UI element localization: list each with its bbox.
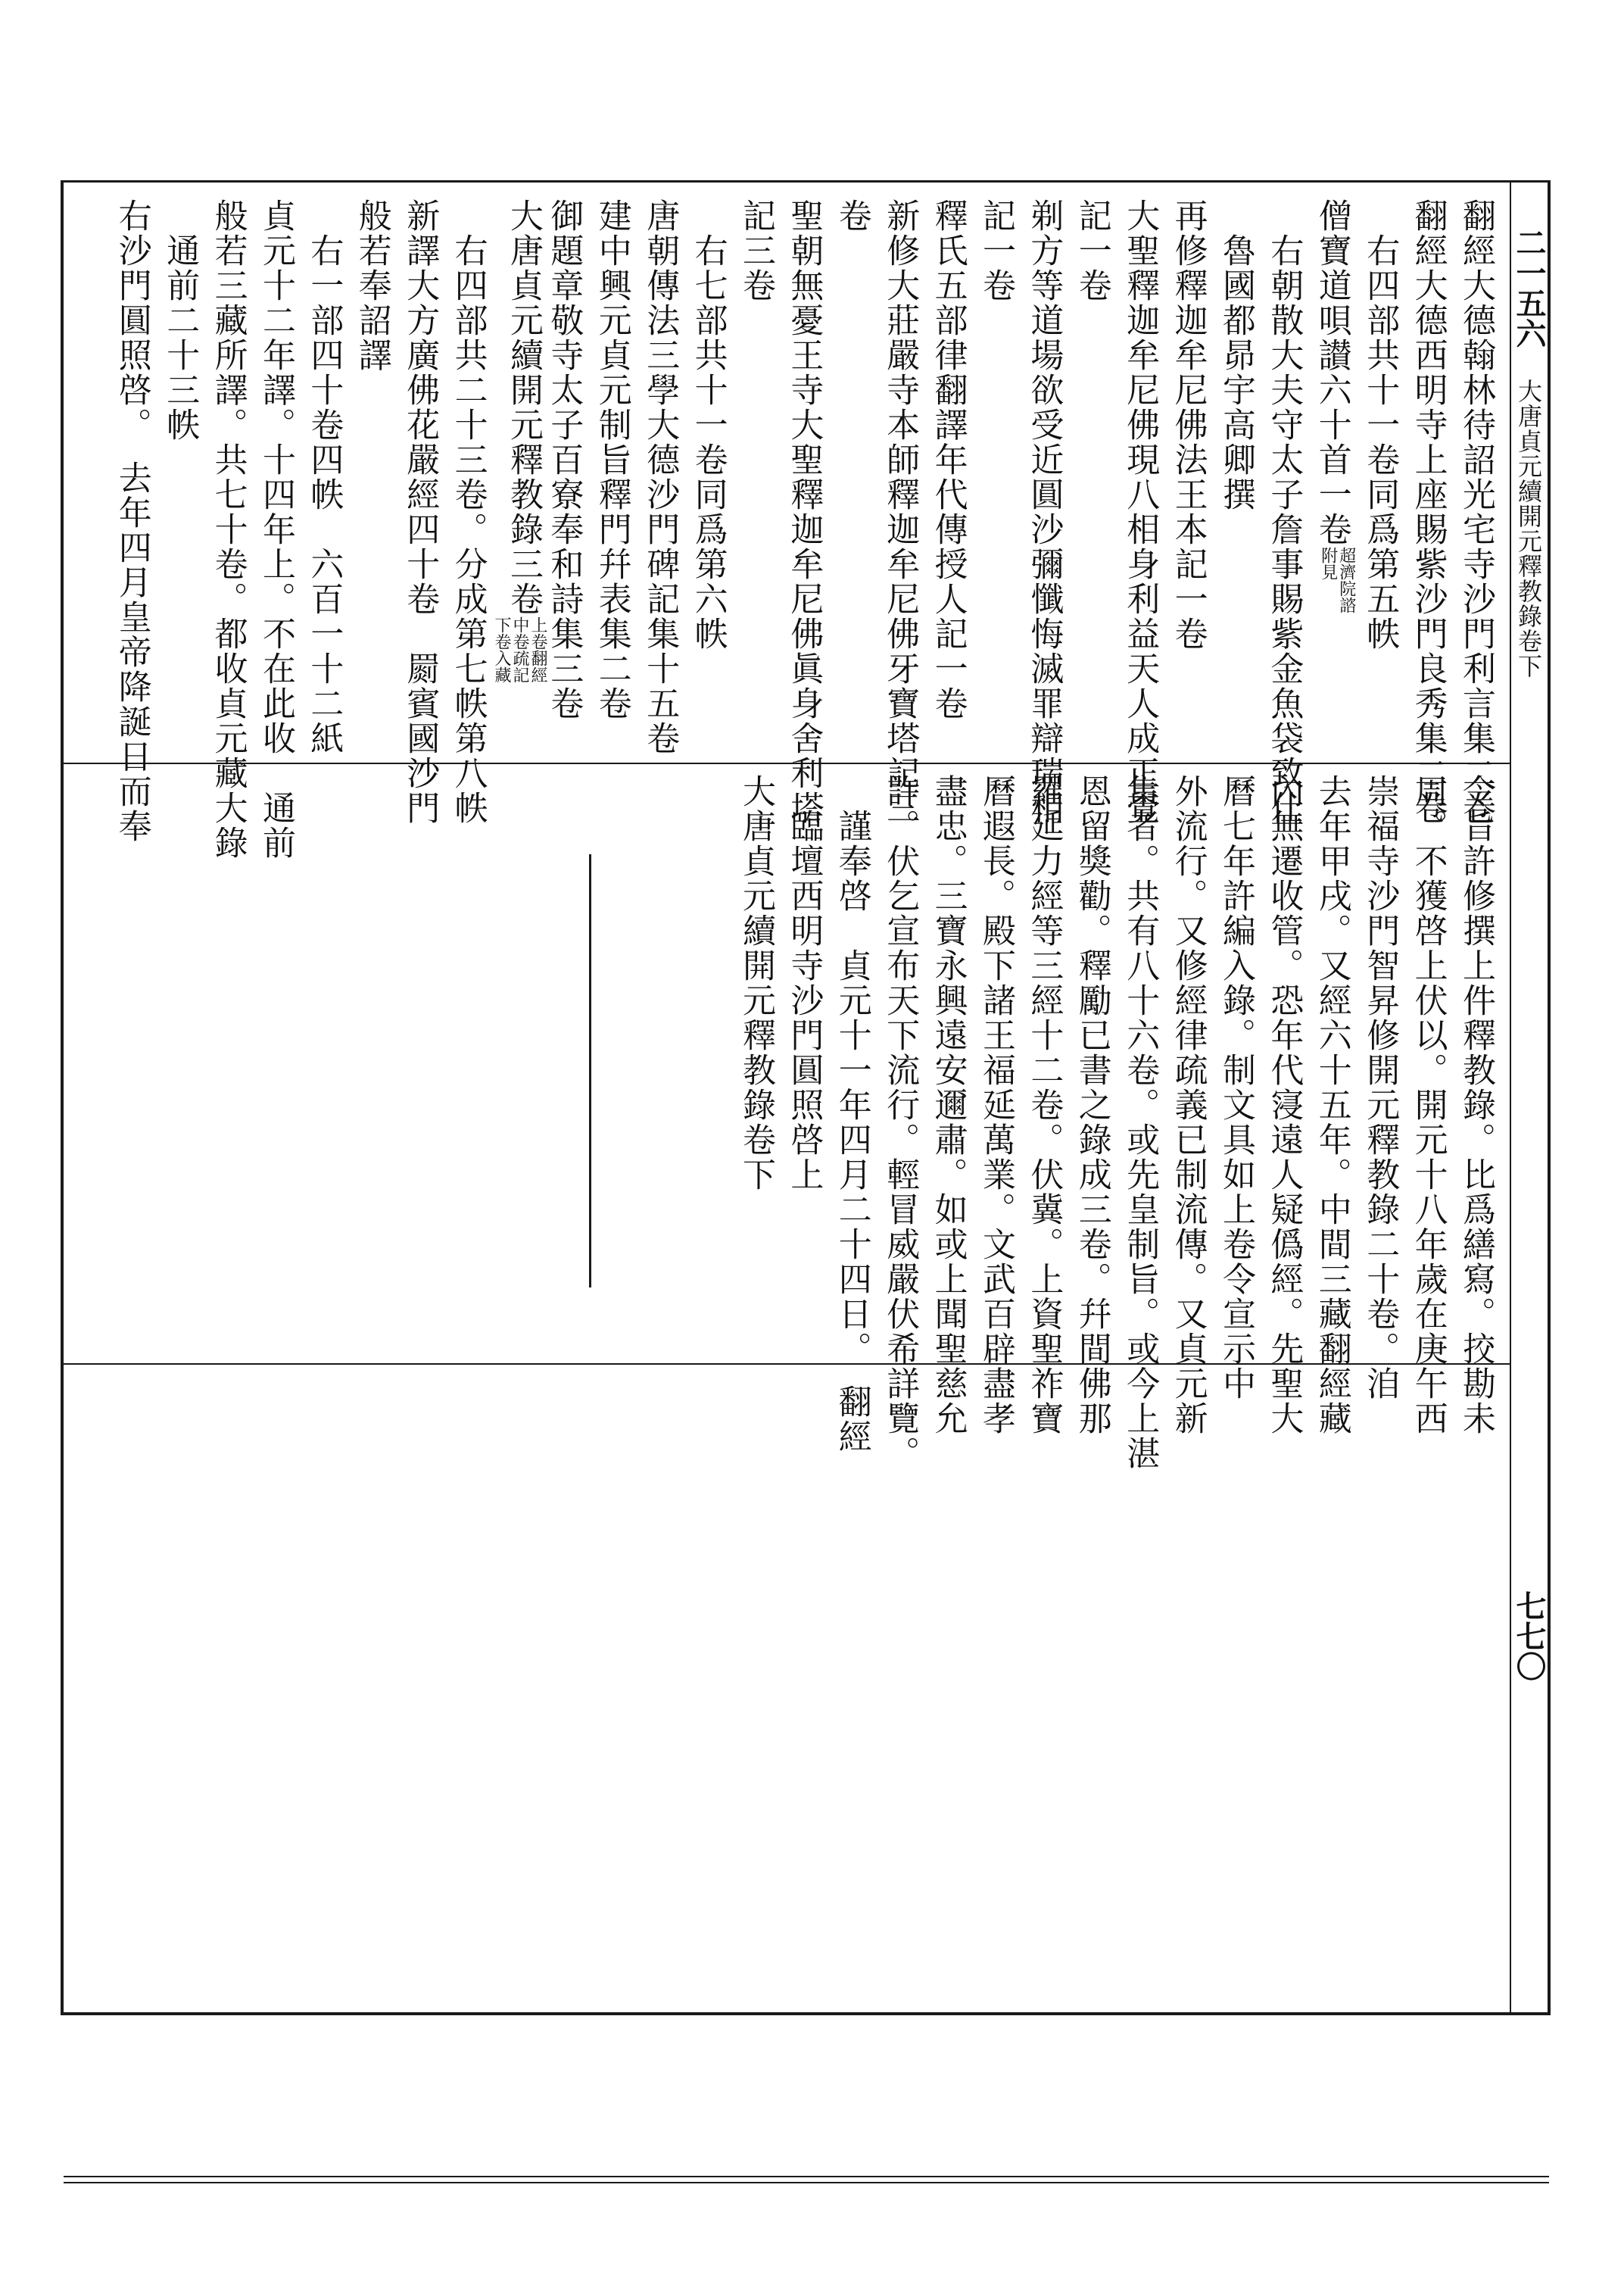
lower-columns-line — [1164, 774, 1211, 1436]
running-header — [1511, 227, 1547, 1969]
line-text: 外流行。又修經律疏義已制流傳。又貞元新 — [1168, 774, 1208, 1436]
upper-columns-line — [588, 198, 635, 759]
upper-columns-line — [444, 198, 491, 825]
lower-columns-line — [780, 774, 827, 1357]
lower-columns-line — [1212, 774, 1259, 1401]
interlinear-note: 超濟院諮附見 — [1318, 547, 1356, 613]
upper-columns-line — [1356, 198, 1403, 759]
line-text: 羅延力經等三經十二卷。伏冀。上資聖祚寶 — [1024, 774, 1064, 1436]
lower-columns-line — [1068, 774, 1115, 1436]
line-text: 曆遐長。殿下諸王福延萬業。文武百辟盡孝 — [977, 774, 1015, 1436]
lower-columns-line — [828, 774, 875, 1454]
line-text: 崇福寺沙門智昇修開元釋教錄二十卷。洎 — [1361, 774, 1400, 1401]
line-text: 曆七年許編入錄。制文具如上卷令宣示中 — [1217, 774, 1255, 1401]
lower-columns-line — [1452, 774, 1499, 1436]
upper-columns-line — [780, 198, 827, 825]
line-text: 許。伏乞宣布天下流行。輕冒威嚴伏希詳覽。 — [881, 774, 920, 1471]
line-text: 記一卷 — [977, 198, 1015, 303]
upper-columns-line — [1068, 198, 1115, 759]
lower-columns-line — [1308, 774, 1355, 1436]
upper-columns-line — [1404, 198, 1451, 825]
upper-columns-line — [636, 198, 683, 759]
folio-number: 七七〇 — [1511, 1590, 1547, 1681]
upper-columns-line — [348, 198, 395, 759]
lower-columns-line — [1356, 774, 1403, 1401]
line-text: 大聖釋迦牟尼佛現八相身利益天人成正覺 — [1121, 198, 1160, 825]
interlinear-note: 上卷翻經中卷疏記下卷入藏 — [492, 616, 547, 683]
upper-columns-line — [204, 198, 251, 860]
folio-column — [1511, 1590, 1547, 1681]
line-text: 卷 — [832, 198, 871, 233]
line-text: 右四部共十一卷同爲第五帙 — [1361, 198, 1400, 651]
upper-columns-line — [1116, 198, 1163, 825]
frame-right-rule-outer — [1548, 180, 1551, 2015]
line-text: 盡忠。三寶永興遠安邇肅。如或上聞聖慈允 — [928, 774, 968, 1436]
upper-columns-line — [876, 198, 923, 825]
running-title: 大唐貞元續開元釋教錄卷下 — [1514, 379, 1543, 679]
lower-columns-line — [1116, 774, 1163, 1471]
lower-columns-line — [876, 774, 923, 1471]
line-text: 魯國都昴宇高卿撰 — [1217, 198, 1255, 512]
footer-rule-top — [64, 2176, 1549, 2177]
upper-columns-line — [924, 198, 971, 759]
line-text: 去年甲戌。又經六十五年。中間三藏翻經藏 — [1312, 774, 1351, 1436]
upper-columns-line — [972, 198, 1019, 759]
line-text: 周。不獲啓上伏以。開元十八年歲在庚午西 — [1408, 774, 1448, 1436]
line-text: 釋氏五部律翻譯年代傳授人記一卷 — [928, 198, 968, 721]
line-text: 右朝散大夫守太子詹事賜紫金魚袋致仕 — [1264, 198, 1304, 825]
line-text: 翻經大德西明寺上座賜紫沙門良秀集二卷 — [1408, 198, 1448, 825]
lower-columns-line — [924, 774, 971, 1436]
upper-columns-line — [1452, 198, 1499, 825]
line-text: 謹奉啓 貞元十一年四月二十四日。 翻經 — [832, 774, 871, 1454]
line-text: 大唐貞元續開元釋教錄卷下 — [737, 774, 775, 1192]
upper-columns-line — [108, 198, 155, 844]
line-text: 內無遷收管。恐年代寖遠人疑僞經。先聖大 — [1264, 774, 1304, 1436]
upper-columns-line — [396, 198, 443, 825]
upper-columns-line — [684, 198, 731, 759]
line-text: 記一卷 — [1072, 198, 1111, 303]
line-text: 右一部四十卷四帙 六百一十二紙 — [304, 198, 344, 756]
line-text: 僧寶道唄讃六十首一卷 — [1312, 198, 1351, 547]
lower-columns-line — [1020, 774, 1067, 1436]
line-text: 記三卷 — [737, 198, 775, 303]
upper-columns-line — [1260, 198, 1307, 825]
line-text: 恩留獎勸。釋勵已書之錄成三卷。幷間佛那 — [1072, 774, 1111, 1436]
frame-top-rule — [61, 180, 1551, 183]
lower-columns-line — [1260, 774, 1307, 1436]
line-text: 臨壇西明寺沙門圓照啓上 — [784, 774, 824, 1192]
line-text: 剃方等道場欲受近圓沙彌懺悔滅罪辯瑞相 — [1024, 198, 1064, 825]
upper-columns-line — [1020, 198, 1067, 825]
line-text: 新譯大方廣佛花嚴經四十卷 罽賓國沙門 — [401, 198, 440, 825]
footer-rule-bottom — [64, 2182, 1549, 2183]
line-text: 集者。共有八十六卷。或先皇制旨。或今上湛 — [1121, 774, 1160, 1471]
line-text: 新修大莊嚴寺本師釋迦牟尼佛牙寶塔記三 — [881, 198, 920, 825]
upper-columns-line — [492, 198, 547, 759]
upper-columns-line — [732, 198, 779, 759]
lower-columns-line — [972, 774, 1019, 1436]
line-text: 御題章敬寺太子百寮奉和詩集三卷 — [544, 198, 584, 721]
line-text: 右四部共二十三卷。分成第七帙第八帙 — [448, 198, 488, 825]
upper-columns-line — [1308, 198, 1355, 759]
frame-left-rule — [61, 180, 64, 2015]
frame-bottom-rule — [61, 2012, 1551, 2015]
line-text: 再修釋迦牟尼佛法王本記一卷 — [1168, 198, 1208, 651]
line-text: 般若三藏所譯。共七十卷。都收貞元藏大錄 — [208, 198, 248, 860]
line-text: 建中興元貞元制旨釋門幷表集二卷 — [592, 198, 631, 721]
line-text: 右七部共十一卷同爲第六帙 — [688, 198, 728, 651]
end-mark-line — [589, 854, 591, 1287]
page-number: 二一五六 — [1511, 227, 1547, 348]
line-text: 般若奉詔譯 — [352, 198, 391, 373]
upper-columns-line — [252, 198, 299, 860]
line-text: 令旨許修撰上件釋教錄。比爲繕寫。挍勘未 — [1457, 774, 1495, 1436]
line-text: 貞元十二年譯。十四年上。不在此收 通前 — [257, 198, 295, 860]
upper-columns-line — [828, 198, 875, 759]
upper-columns-line — [156, 198, 203, 759]
upper-columns-line — [1164, 198, 1211, 759]
line-text: 聖朝無憂王寺大聖釋迦牟尼佛眞身舍利塔 — [784, 198, 824, 825]
line-text: 唐朝傳法三學大德沙門碑記集十五卷 — [641, 198, 680, 756]
lower-columns-line — [1404, 774, 1451, 1436]
line-text: 通前二十三帙 — [161, 198, 200, 442]
lower-columns-line — [732, 774, 779, 1357]
upper-columns-line — [300, 198, 347, 759]
frame-right-rule-inner — [1510, 180, 1511, 2015]
upper-columns-line — [1212, 198, 1259, 759]
line-text: 右沙門圓照啓。 去年四月皇帝降誕日而奉 — [112, 198, 151, 844]
line-text: 翻經大德翰林待詔光宅寺沙門利言集二卷 — [1457, 198, 1495, 825]
line-text: 大唐貞元續開元釋教錄三卷 — [504, 198, 543, 616]
